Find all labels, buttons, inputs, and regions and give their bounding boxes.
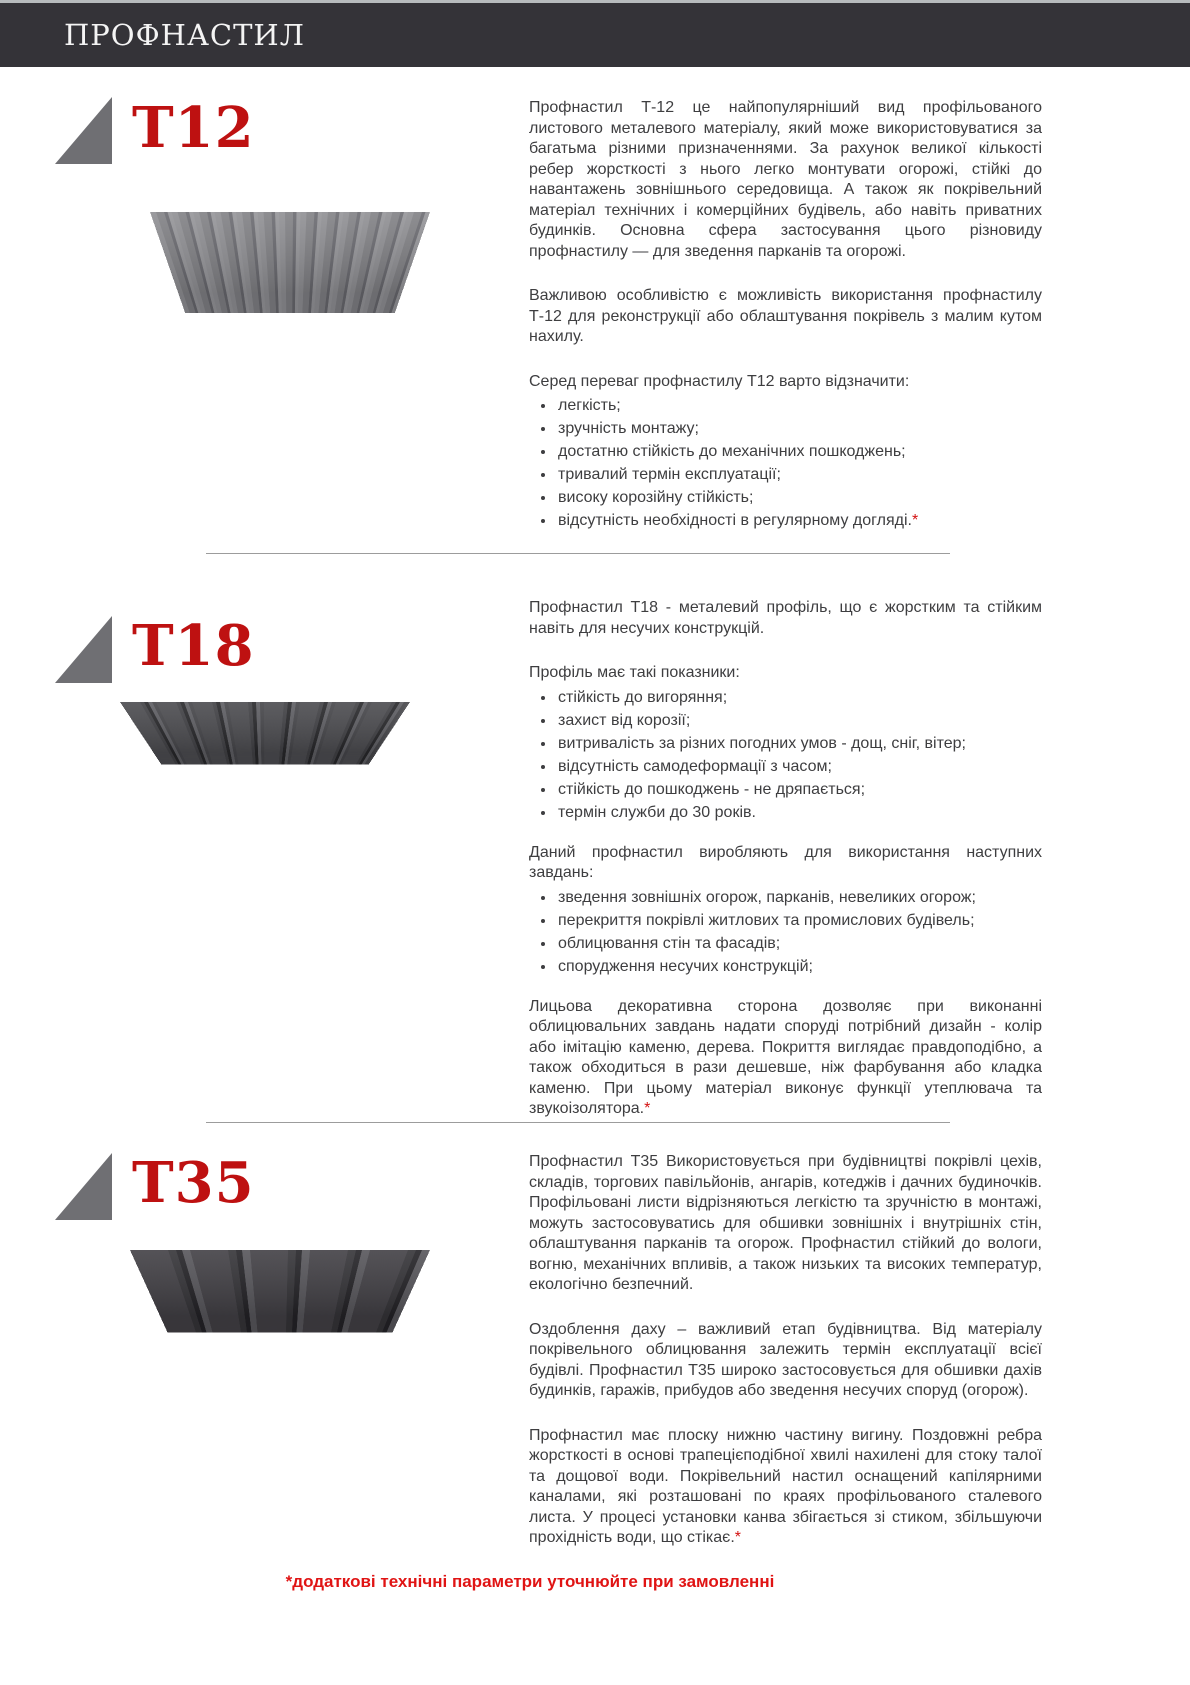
list-item: • стійкість до пошкоджень - не дряпається; <box>556 779 1042 801</box>
paragraph <box>529 997 1042 1120</box>
triangle-marker-icon <box>55 97 112 164</box>
footer-note: *додаткові технічні параметри уточнюйте при замовленні <box>285 1572 775 1591</box>
section-title-t18: T18 <box>132 613 255 679</box>
list-item: • достатню стійкість до механічних пошкоджень; <box>556 441 1042 463</box>
paragraph: Профнастил Т18 - металевий профіль, що є жорстким та стійким навіть для несучих конструкцій. <box>529 599 1042 637</box>
section-divider <box>206 1122 950 1123</box>
section-title-t12: T12 <box>132 95 255 161</box>
t18-sheet-image <box>120 702 410 764</box>
t18-description <box>529 598 1042 1144</box>
triangle-marker-icon <box>55 616 112 683</box>
list-item-text: відсутність необхідності в регулярному догляді. <box>558 512 912 529</box>
list-item: • перекриття покрівлі житлових та промислових будівель; <box>556 910 1042 932</box>
list-intro: Даний профнастил виробляють для використання наступних завдань: <box>529 843 1042 881</box>
paragraph-text: Лицьова декоративна сторона дозволяє при виконанні облицювальних завдань надати споруді потрібний дизайн - колір або імітацію каменю, дерева. Покриття виглядає правдоподібно, а також обходиться в рази дешевше, ніж фарбування або кладка каменю. При цьому матеріал виконує функції утеплювача та звукоізолятора. <box>529 997 1042 1117</box>
header-bar <box>0 3 1190 67</box>
list-item: • спорудження несучих конструкцій; <box>556 956 1042 978</box>
properties-list <box>529 687 1042 824</box>
t35-sheet-image <box>130 1250 430 1332</box>
footnote-asterisk: * <box>644 1100 651 1117</box>
list-item: • облицювання стін та фасадів; <box>556 933 1042 955</box>
list-item <box>556 510 1042 532</box>
t12-description <box>529 98 1042 551</box>
section-title-t35: T35 <box>132 1150 255 1216</box>
list-intro: Серед переваг профнастилу Т12 варто відзначити: <box>529 372 910 390</box>
footnote-asterisk: * <box>911 512 919 529</box>
list-intro: Профіль має такі показники: <box>529 664 740 681</box>
triangle-marker-icon <box>55 1153 112 1220</box>
list-item: • тривалий термін експлуатації; <box>556 464 1042 486</box>
page-title: ПРОФНАСТИЛ <box>64 18 305 52</box>
footnote-asterisk: * <box>734 1529 742 1546</box>
list-item: • зручність монтажу; <box>556 418 1042 440</box>
list-item: • захист від корозії; <box>556 710 1042 732</box>
t35-description <box>529 1152 1042 1573</box>
list-item: • термін служби до 30 років. <box>556 802 1042 824</box>
paragraph: Профнастил Т-12 це найпопулярніший вид профільованого листового металевого матеріалу, який може використовуватися за багатьма різними призначеннями. За рахунок великої кількості ребер жорсткості з нього легко монтувати огорожі, стійкі до навантажень зовнішнього середовища. А також як покрівельний матеріал технічних і комерційних будівель, або навіть приватних будинків. Основна сфера застосування цього різновиду профнастилу — для зведення парканів та огорожі. <box>529 99 1042 260</box>
section-divider <box>206 553 950 554</box>
list-item: • стійкість до вигоряння; <box>556 687 1042 709</box>
list-item: • зведення зовнішніх огорож, парканів, невеликих огорож; <box>556 887 1042 909</box>
list-item: • витривалість за різних погодних умов - дощ, сніг, вітер; <box>556 733 1042 755</box>
list-item: • відсутність самодеформації з часом; <box>556 756 1042 778</box>
t12-sheet-image <box>150 212 430 313</box>
paragraph <box>529 1426 1042 1549</box>
paragraph-text: Профнастил має плоску нижню частину вигину. Поздовжні ребра жорсткості в основі трапецієподібної хвилі нахилені для стоку талої та дощової води. Покрівельний настил оснащений капілярними каналами, які розташовані по краях профільованого сталевого листа. У процесі установки канва збігається зі стиком, збільшуючи прохідність води, що стікає. <box>529 1426 1042 1546</box>
paragraph: Важливою особливістю є можливість використання профнастилу Т-12 для реконструкції або облаштування покрівель з малим кутом нахилу. <box>529 287 1042 345</box>
paragraph: Оздоблення даху – важливий етап будівництва. Від матеріалу покрівельного облицювання залежить термін експлуатації всієї будівлі. Профнастил Т35 широко застосовується для обшивки дахів будинків, гаражів, прибудов або зведення несучих споруд (огорож). <box>529 1320 1042 1399</box>
list-item: • легкість; <box>556 395 1042 417</box>
list-item: • високу корозійну стійкість; <box>556 487 1042 509</box>
applications-list <box>529 887 1042 978</box>
advantages-list <box>529 395 1042 532</box>
paragraph: Профнастил Т35 Використовується при будівництві покрівлі цехів, складів, торгових павільйонів, ангарів, котеджів і дачних будиночків. Профільовані листи відрізняються легкістю та зручністю в монтажі, можуть застосовуватись для обшивки зовнішніх і внутрішніх стін, облаштування парканів та огорож. Профнастил стійкий до вологи, вогню, механічних впливів, а також низьких та високих температур, екологічно безпечний. <box>529 1153 1042 1293</box>
